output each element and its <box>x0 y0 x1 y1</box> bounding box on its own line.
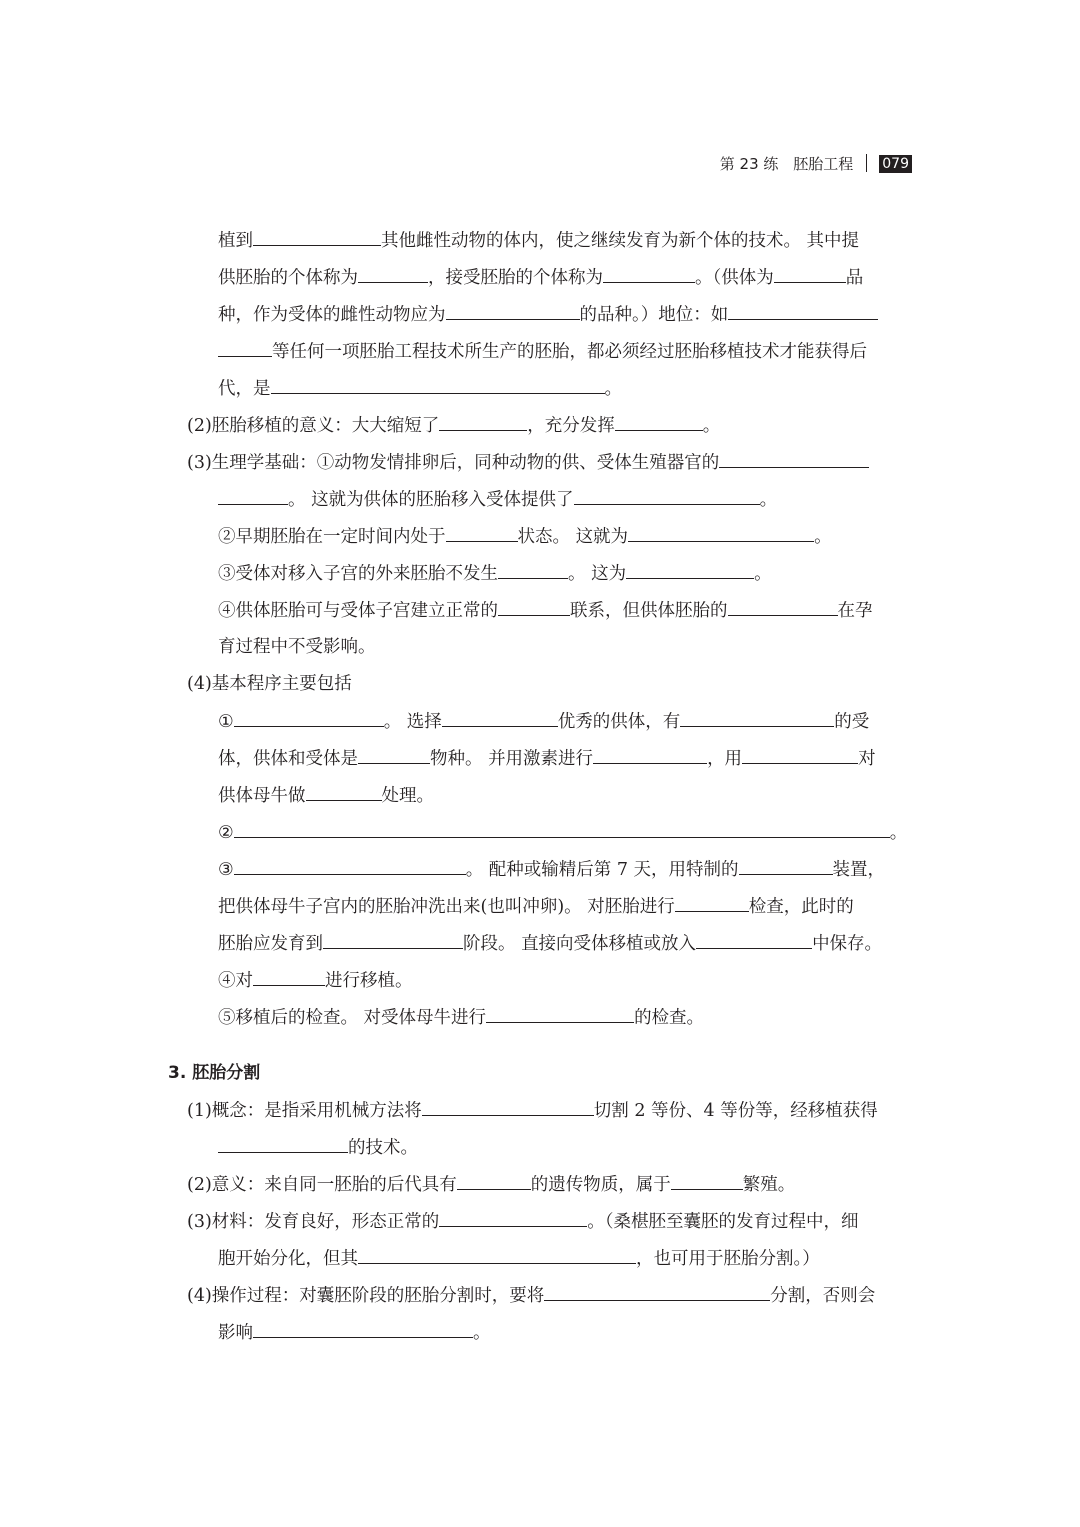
page-number: 079 <box>879 155 912 173</box>
section-heading: 3. 胚胎分割 <box>168 1063 261 1083</box>
text-segment: 联系，但供体胚胎的 <box>570 601 728 621</box>
text-line <box>218 1132 418 1162</box>
text-line <box>218 225 859 255</box>
text-segment: 。 <box>814 527 832 547</box>
text-line <box>218 1317 491 1347</box>
text-line <box>218 595 873 625</box>
text-line <box>187 1169 795 1199</box>
text-line <box>218 632 376 662</box>
blank-field[interactable] <box>306 780 382 801</box>
text-segment: 。 配种或输精后第 7 天，用特制的 <box>465 860 739 880</box>
text-segment: 。（桑椹胚至囊胚的发育过程中，细 <box>587 1212 859 1232</box>
text-segment: 装置， <box>832 860 886 880</box>
blank-field[interactable] <box>358 743 430 764</box>
text-segment: 育过程中不受影响。 <box>218 637 376 657</box>
blank-field[interactable] <box>696 928 812 949</box>
blank-field[interactable] <box>742 743 858 764</box>
text-segment: (4)基本程序主要包括 <box>187 674 352 694</box>
text-segment: 供胚胎的个体称为 <box>218 268 358 288</box>
blank-field[interactable] <box>253 1317 473 1338</box>
text-segment: 检查，此时的 <box>748 897 854 917</box>
blank-field[interactable] <box>218 484 288 505</box>
text-segment: 供体母牛做 <box>218 786 306 806</box>
text-segment: ① <box>218 712 234 732</box>
text-line <box>187 447 869 477</box>
blank-field[interactable] <box>422 1095 594 1116</box>
blank-field[interactable] <box>218 1132 348 1153</box>
text-line <box>218 299 878 329</box>
blank-field[interactable] <box>234 854 466 875</box>
text-segment: 处理。 <box>381 786 434 806</box>
text-segment: 影响 <box>218 1323 253 1343</box>
text-line <box>187 1206 859 1236</box>
blank-field[interactable] <box>626 558 754 579</box>
blank-field[interactable] <box>498 558 568 579</box>
text-segment: 分割，否则会 <box>770 1286 876 1306</box>
blank-field[interactable] <box>671 1169 743 1190</box>
blank-field[interactable] <box>739 854 833 875</box>
blank-field[interactable] <box>358 1243 636 1264</box>
text-segment: 。 <box>473 1323 491 1343</box>
text-segment: 优秀的供体，有 <box>557 712 681 732</box>
text-segment: ，也可用于胚胎分割。） <box>636 1249 820 1269</box>
blank-field[interactable] <box>719 447 869 468</box>
blank-field[interactable] <box>218 336 272 357</box>
text-line <box>218 891 854 921</box>
text-segment: 体，供体和受体是 <box>218 749 358 769</box>
blank-field[interactable] <box>446 299 580 320</box>
header-divider <box>866 154 868 172</box>
text-segment: (2)意义：来自同一胚胎的后代具有 <box>187 1175 457 1195</box>
text-segment: ④对 <box>218 971 253 991</box>
blank-field[interactable] <box>253 225 381 246</box>
blank-field[interactable] <box>439 1206 587 1227</box>
lesson-number: 第 23 练 <box>719 155 779 173</box>
blank-field[interactable] <box>774 262 846 283</box>
blank-field[interactable] <box>442 706 558 727</box>
blank-field[interactable] <box>498 595 570 616</box>
text-segment: ② <box>218 823 234 843</box>
text-segment: 阶段。 直接向受体移植或放入 <box>463 934 697 954</box>
text-segment: (2)胚胎移植的意义：大大缩短了 <box>187 416 440 436</box>
text-segment: 。 <box>889 823 908 843</box>
text-segment: 的品种。）地位：如 <box>579 305 729 325</box>
text-segment: 的技术。 <box>348 1138 418 1158</box>
text-line <box>218 780 434 810</box>
text-line <box>218 706 869 736</box>
text-line <box>187 1280 875 1310</box>
text-segment: 繁殖。 <box>742 1175 796 1195</box>
blank-field[interactable] <box>323 928 463 949</box>
text-segment: 。 这就为供体的胚胎移入受体提供了 <box>288 490 574 510</box>
text-line <box>218 521 832 551</box>
blank-field[interactable] <box>271 373 605 394</box>
text-segment: (3)生理学基础：①动物发情排卵后，同种动物的供、受体生殖器官的 <box>187 453 720 473</box>
text-segment: ③受体对移入子宫的外来胚胎不发生 <box>218 564 498 584</box>
text-segment: 对 <box>858 749 876 769</box>
blank-field[interactable] <box>234 817 890 838</box>
blank-field[interactable] <box>615 410 703 431</box>
text-segment: 品 <box>845 268 864 288</box>
lesson-topic: 胚胎工程 <box>793 155 854 173</box>
blank-field[interactable] <box>234 706 384 727</box>
text-segment: ，充分发挥 <box>527 416 615 436</box>
text-segment: 。 <box>759 490 778 510</box>
text-segment: 状态。 这就为 <box>517 527 629 547</box>
text-segment: ②早期胚胎在一定时间内处于 <box>218 527 446 547</box>
blank-field[interactable] <box>728 299 878 320</box>
text-segment: 其他雌性动物的体内，使之继续发育为新个体的技术。 其中提 <box>381 231 860 251</box>
text-line <box>187 669 352 699</box>
text-segment: ，用 <box>707 749 743 769</box>
text-segment: ③ <box>218 860 234 880</box>
text-segment: 的遗传物质，属于 <box>530 1175 671 1195</box>
blank-field[interactable] <box>574 484 760 505</box>
blank-field[interactable] <box>544 1280 770 1301</box>
text-line <box>218 484 777 514</box>
text-segment: 胞开始分化，但其 <box>218 1249 358 1269</box>
text-segment: 在孕 <box>837 601 873 621</box>
text-segment: 中保存。 <box>812 934 883 954</box>
text-line <box>218 928 882 958</box>
blank-field[interactable] <box>593 743 707 764</box>
text-line <box>218 1243 820 1273</box>
blank-field[interactable] <box>253 965 325 986</box>
blank-field[interactable] <box>680 706 834 727</box>
blank-field[interactable] <box>603 262 695 283</box>
text-segment: 。（供体为 <box>695 268 774 288</box>
text-segment: 的检查。 <box>634 1008 705 1028</box>
text-segment: 切割 2 等份、4 等份等，经移植获得 <box>593 1101 878 1121</box>
blank-field[interactable] <box>457 1169 531 1190</box>
text-line <box>218 854 885 884</box>
text-segment: 。 选择 <box>383 712 442 732</box>
text-segment: 。 这为 <box>568 564 627 584</box>
text-line <box>218 1002 704 1032</box>
text-line <box>218 817 907 847</box>
text-segment: 把供体母牛子宫内的胚胎冲洗出来(也叫冲卵)。 对胚胎进行 <box>218 897 675 917</box>
text-line <box>187 1095 878 1125</box>
text-segment: 植到 <box>218 231 253 251</box>
text-segment: ④供体胚胎可与受体子宫建立正常的 <box>218 601 498 621</box>
text-line <box>218 262 863 292</box>
blank-field[interactable] <box>628 521 814 542</box>
text-segment: 代，是 <box>218 379 271 399</box>
text-segment: 种，作为受体的雌性动物应为 <box>218 305 446 325</box>
text-segment: 等任何一项胚胎工程技术所生产的胚胎，都必须经过胚胎移植技术才能获得后 <box>272 342 867 362</box>
text-segment: 。 <box>702 416 721 436</box>
text-segment: 。 <box>604 379 622 399</box>
text-line <box>218 965 413 995</box>
text-segment: ，接受胚胎的个体称为 <box>428 268 603 288</box>
text-segment: ⑤移植后的检查。 对受体母牛进行 <box>218 1008 487 1028</box>
text-segment: (4)操作过程：对囊胚阶段的胚胎分割时，要将 <box>187 1286 545 1306</box>
text-line <box>218 336 867 366</box>
blank-field[interactable] <box>446 521 518 542</box>
text-segment: 的受 <box>834 712 870 732</box>
text-line <box>218 373 622 403</box>
text-segment: 胚胎应发育到 <box>218 934 323 954</box>
text-segment: 。 <box>754 564 772 584</box>
text-line <box>218 558 772 588</box>
blank-field[interactable] <box>486 1002 634 1023</box>
text-segment: 物种。 并用激素进行 <box>430 749 594 769</box>
blank-field[interactable] <box>728 595 838 616</box>
text-segment: (3)材料：发育良好，形态正常的 <box>187 1212 440 1232</box>
text-line <box>187 410 720 440</box>
blank-field[interactable] <box>439 410 527 431</box>
page-header <box>0 152 912 176</box>
blank-field[interactable] <box>675 891 749 912</box>
text-segment: 进行移植。 <box>325 971 413 991</box>
blank-field[interactable] <box>358 262 428 283</box>
text-line <box>218 743 876 773</box>
text-segment: (1)概念：是指采用机械方法将 <box>187 1101 422 1121</box>
